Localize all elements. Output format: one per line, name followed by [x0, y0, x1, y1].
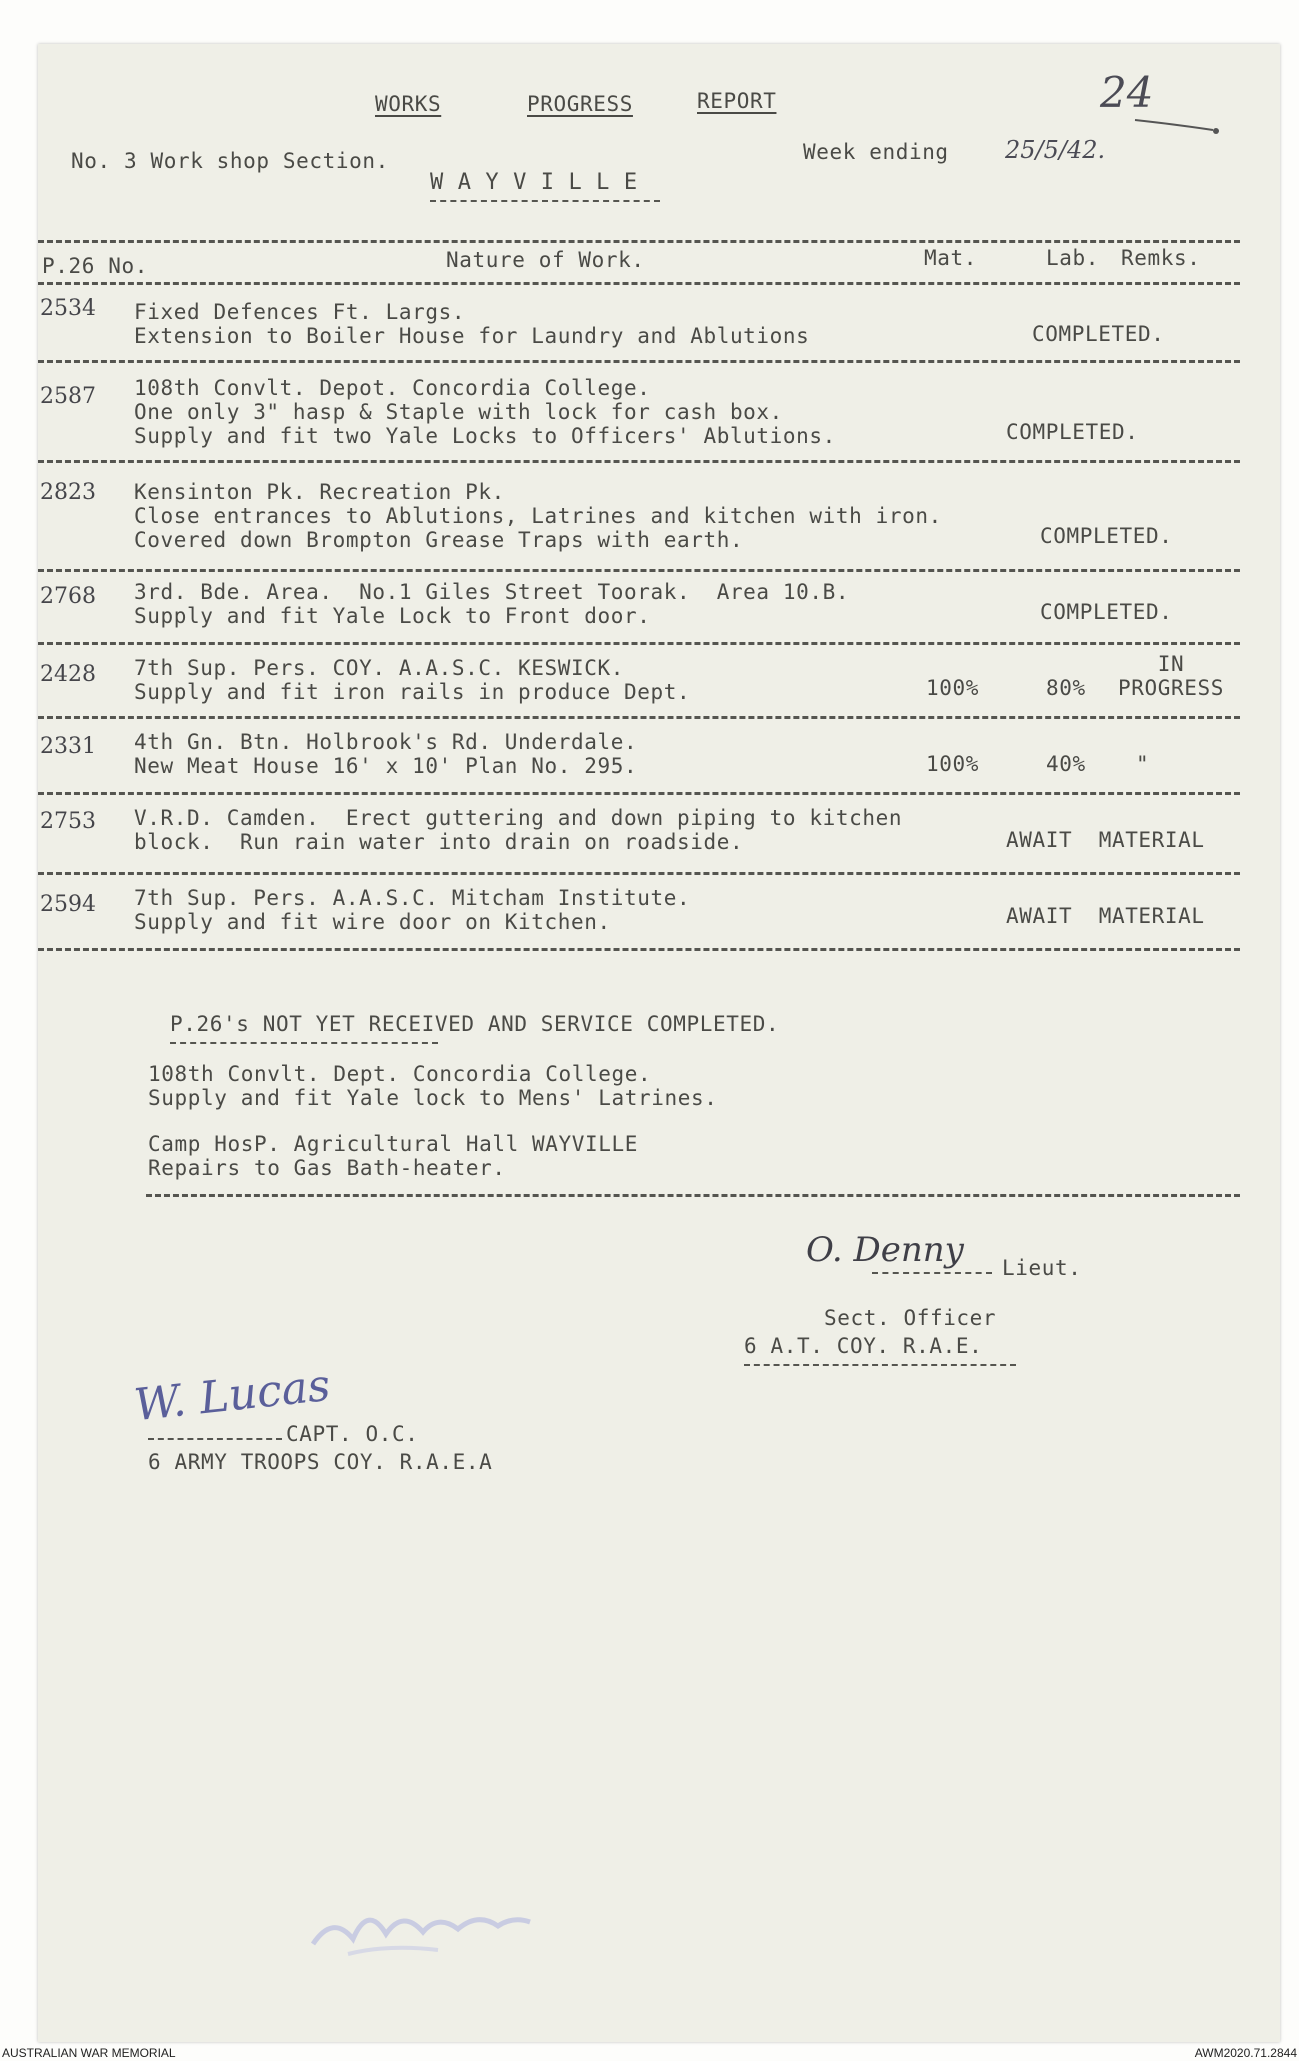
- not-received-item-line: 108th Convlt. Dept. Concordia College.: [148, 1062, 652, 1086]
- row-line: 7th Sup. Pers. COY. A.A.S.C. KESWICK.: [134, 656, 624, 680]
- row-remark: IN PROGRESS: [1118, 652, 1224, 700]
- row-line: 3rd. Bde. Area. No.1 Giles Street Toorak. Area 10.B.: [134, 580, 850, 604]
- row-line: Supply and fit Yale Lock to Front door.: [134, 604, 651, 628]
- section-name: No. 3 Work shop Section.: [71, 149, 389, 173]
- ink-bleed-through: [308, 1884, 538, 1964]
- row-number: 2587: [40, 384, 96, 409]
- not-received-heading: P.26's NOT YET RECEIVED AND SERVICE COMPLETED.: [170, 1012, 780, 1036]
- row-line: Extension to Boiler House for Laundry and Ablutions: [134, 324, 810, 348]
- row-remark: COMPLETED.: [1040, 600, 1173, 624]
- oc-handwritten-signature: W. Lucas: [131, 1359, 333, 1432]
- row-remark: COMPLETED.: [1006, 420, 1139, 444]
- row-line: Supply and fit two Yale Locks to Officers' Ablutions.: [134, 424, 836, 448]
- row-number: 2753: [40, 809, 96, 834]
- row-lab: 40%: [1046, 752, 1086, 776]
- section-end-rule: [146, 1194, 1240, 1197]
- row-remark: AWAIT MATERIAL: [1006, 828, 1205, 852]
- row-mat: 100%: [926, 676, 979, 700]
- row-remark: COMPLETED.: [1032, 322, 1165, 346]
- officer-rank: Lieut.: [1002, 1256, 1082, 1280]
- not-received-item-line: Repairs to Gas Bath-heater.: [148, 1156, 506, 1180]
- title-progress: PROGRESS: [527, 92, 633, 116]
- row-number: 2428: [40, 662, 96, 687]
- header-rule: [38, 240, 1240, 243]
- row-rule: [38, 948, 1240, 951]
- title-report: REPORT: [697, 89, 777, 113]
- location: W A Y V I L L E: [430, 170, 638, 195]
- row-line: 7th Sup. Pers. A.A.S.C. Mitcham Institute.: [134, 886, 691, 910]
- row-number: 2534: [40, 296, 96, 321]
- footer-accession-number: AWM2020.71.2844: [1194, 2046, 1297, 2060]
- row-remark: COMPLETED.: [1040, 524, 1173, 548]
- not-received-item-line: Supply and fit Yale lock to Mens' Latrines.: [148, 1086, 718, 1110]
- document-page: [38, 44, 1280, 2042]
- row-line: V.R.D. Camden. Erect guttering and down piping to kitchen: [134, 806, 903, 830]
- row-rule: [38, 642, 1240, 645]
- row-line: block. Run rain water into drain on roadside.: [134, 830, 744, 854]
- row-line: One only 3" hasp & Staple with lock for cash box.: [134, 400, 783, 424]
- oc-unit: 6 ARMY TROOPS COY. R.A.E.A: [148, 1450, 493, 1474]
- page-number-flourish: [1133, 108, 1223, 138]
- not-received-item-line: Camp HosP. Agricultural Hall WAYVILLE: [148, 1132, 638, 1156]
- row-number: 2594: [40, 892, 96, 917]
- week-ending-label: Week ending: [803, 140, 949, 164]
- row-remark: ": [1136, 752, 1150, 776]
- row-remark: AWAIT MATERIAL: [1006, 904, 1205, 928]
- oc-rank: CAPT. O.C.: [286, 1422, 419, 1446]
- row-rule: [38, 872, 1240, 875]
- row-mat: 100%: [926, 752, 979, 776]
- row-rule: [38, 360, 1240, 363]
- col-lab-header: Lab.: [1046, 246, 1099, 270]
- oc-signature-line: [148, 1438, 282, 1440]
- not-received-heading-underline: [170, 1042, 438, 1044]
- footer-source: AUSTRALIAN WAR MEMORIAL: [2, 2046, 176, 2060]
- col-number-header: P.26 No.: [42, 254, 148, 278]
- row-rule: [38, 569, 1240, 572]
- officer-handwritten-signature: O. Denny: [806, 1230, 964, 1270]
- page-number: 24: [1100, 68, 1154, 117]
- row-rule: [38, 792, 1240, 795]
- location-underline: [430, 200, 660, 202]
- col-remarks-header: Remks.: [1121, 246, 1201, 270]
- row-line: Supply and fit iron rails in produce Dept.: [134, 680, 691, 704]
- row-line: New Meat House 16' x 10' Plan No. 295.: [134, 754, 638, 778]
- row-line: 4th Gn. Btn. Holbrook's Rd. Underdale.: [134, 730, 638, 754]
- column-header-rule: [38, 282, 1240, 285]
- row-number: 2823: [40, 480, 96, 505]
- row-number: 2331: [40, 734, 96, 759]
- officer-unit-underline: [744, 1364, 1016, 1366]
- row-rule: [38, 716, 1240, 719]
- row-line: 108th Convlt. Depot. Concordia College.: [134, 376, 651, 400]
- officer-signature-line: [872, 1272, 992, 1274]
- col-nature-header: Nature of Work.: [446, 248, 645, 272]
- row-line: Fixed Defences Ft. Largs.: [134, 300, 466, 324]
- row-line: Kensinton Pk. Recreation Pk.: [134, 480, 505, 504]
- col-mat-header: Mat.: [924, 246, 977, 270]
- row-number: 2768: [40, 584, 96, 609]
- row-line: Close entrances to Ablutions, Latrines and kitchen with iron.: [134, 504, 942, 528]
- row-line: Covered down Brompton Grease Traps with earth.: [134, 528, 744, 552]
- row-line: Supply and fit wire door on Kitchen.: [134, 910, 611, 934]
- officer-title: Sect. Officer: [824, 1306, 997, 1330]
- row-lab: 80%: [1046, 676, 1086, 700]
- row-rule: [38, 460, 1240, 463]
- officer-unit: 6 A.T. COY. R.A.E.: [744, 1334, 983, 1358]
- title-works: WORKS: [375, 92, 442, 116]
- week-ending-date: 25/5/42.: [1005, 136, 1106, 164]
